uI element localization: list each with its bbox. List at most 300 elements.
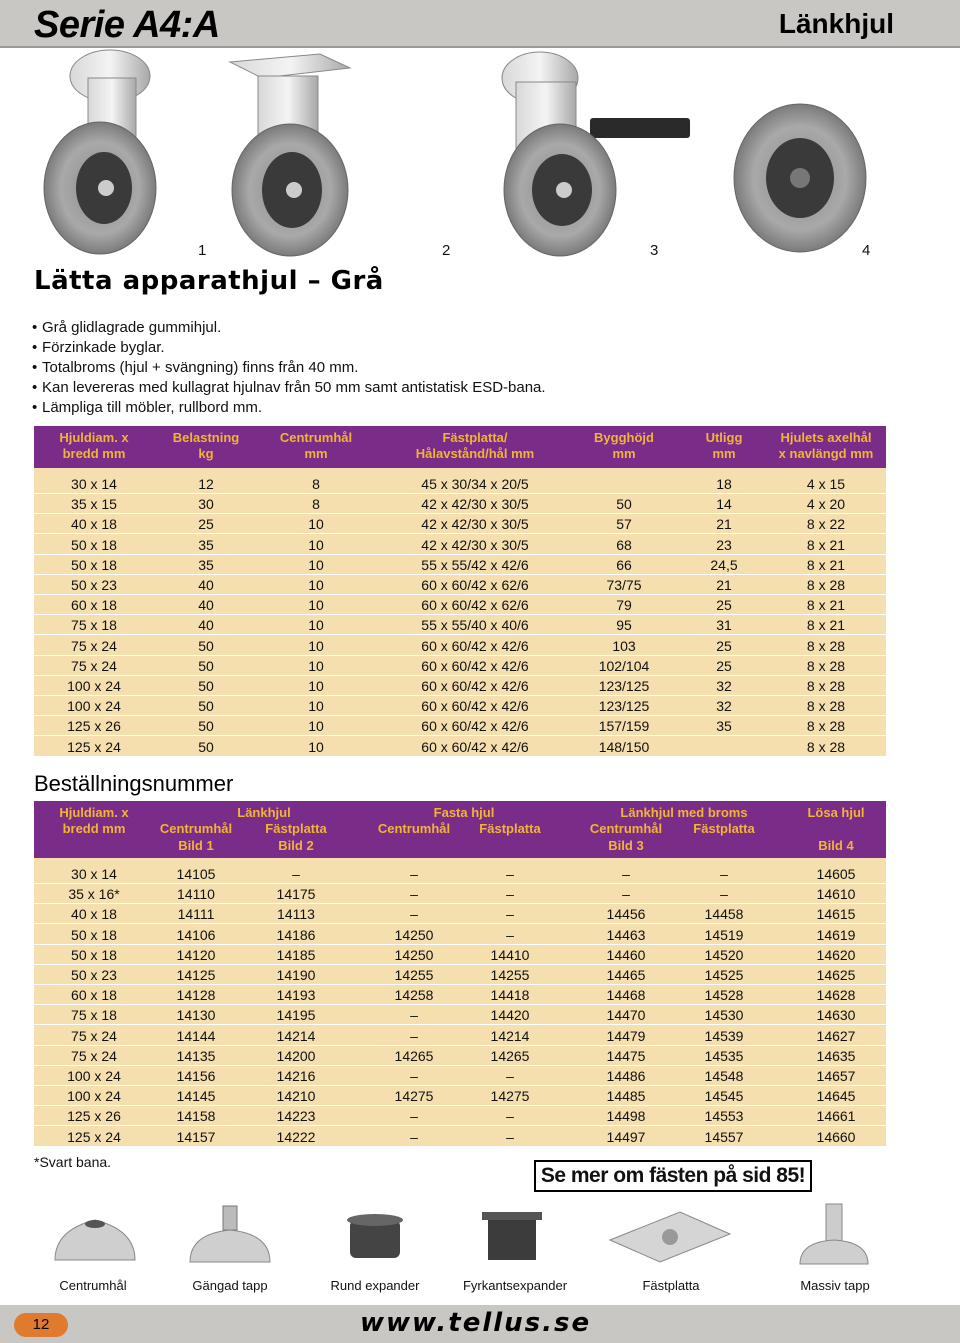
caster-image-2 (230, 54, 350, 256)
order-table-row (34, 1005, 886, 1025)
table-cell: 14657 (816, 1068, 856, 1084)
table-cell: 50 x 18 (71, 946, 117, 963)
table-cell: 10 (308, 678, 324, 694)
table-cell: 14186 (276, 926, 316, 943)
table-cell: 14545 (704, 1088, 744, 1105)
spec-table-row (34, 696, 886, 716)
table-cell: 123/125 (598, 698, 650, 715)
table-cell: 14530 (704, 1007, 744, 1024)
header-line: Hjuldiam. x (59, 430, 129, 445)
table-cell: 60 x 60/42 x 62/6 (421, 577, 529, 593)
table-cell: 50 (198, 738, 214, 755)
table-cell: 25 (716, 657, 732, 674)
order-table-row (34, 1127, 886, 1147)
accessory-gangad-tapp-image (190, 1206, 270, 1262)
table-cell: 14144 (176, 1027, 216, 1044)
table-cell: 14635 (816, 1047, 856, 1064)
table-cell: – (506, 886, 514, 903)
table-cell: 35 (198, 556, 214, 573)
feature-list (32, 318, 546, 418)
table-cell: 10 (308, 577, 324, 593)
table-cell: 102/104 (598, 657, 650, 674)
table-cell: 32 (716, 698, 732, 715)
table-cell: 8 x 21 (806, 617, 846, 634)
table-cell: 14525 (704, 967, 744, 983)
spec-header-centrumhal (266, 430, 366, 462)
table-cell: 14255 (394, 967, 434, 983)
table-cell: 60 x 18 (71, 597, 117, 614)
table-cell: 45 x 30/34 x 20/5 (421, 476, 529, 492)
table-cell: 14275 (394, 1088, 434, 1105)
table-cell: – (410, 1128, 418, 1145)
order-table-row (34, 1106, 886, 1126)
table-cell: 8 x 21 (806, 536, 846, 553)
table-cell: 14410 (490, 946, 530, 963)
table-cell: – (410, 886, 418, 903)
order-table-row (34, 884, 886, 904)
spec-table-row (34, 514, 886, 534)
table-cell: – (410, 906, 418, 923)
table-cell: 12 (198, 476, 214, 492)
table-cell: 25 (716, 597, 732, 614)
table-cell: 14628 (816, 987, 856, 1004)
table-cell: 4 x 20 (806, 496, 846, 513)
header-line: Bygghöjd (594, 430, 654, 445)
accessory-rund-expander-image (347, 1214, 403, 1258)
table-cell: 10 (308, 657, 324, 674)
table-cell: 42 x 42/30 x 30/5 (421, 516, 529, 533)
table-cell: – (410, 1007, 418, 1024)
table-cell: 75 x 24 (71, 657, 117, 674)
table-cell: – (292, 866, 300, 882)
figure-number-4: 4 (862, 242, 871, 259)
table-cell: 50 x 18 (71, 556, 117, 573)
table-cell: 60 x 60/42 x 42/6 (421, 738, 529, 755)
table-cell: 14110 (177, 886, 215, 903)
header-line: Belastning (172, 430, 240, 445)
table-cell: 35 (716, 718, 732, 735)
order-table-row (34, 925, 886, 945)
header-line: x navlängd mm (778, 446, 874, 461)
table-cell: 14528 (704, 987, 744, 1004)
table-cell: 10 (308, 698, 324, 715)
accessory-fastplatta-image (610, 1212, 730, 1262)
table-cell: 14106 (176, 926, 216, 943)
header-band (0, 0, 960, 48)
table-cell: 14660 (816, 1128, 856, 1145)
header-line: Centrumhål (279, 430, 353, 445)
table-cell: 60 x 60/42 x 42/6 (421, 698, 529, 715)
table-cell: 14498 (606, 1108, 646, 1125)
accessory-fyrkantsexpander-image (482, 1212, 542, 1260)
table-cell: 14605 (816, 866, 856, 882)
spec-header-belastning (156, 430, 256, 462)
table-cell: 50 (198, 698, 214, 715)
table-cell: 95 (616, 617, 632, 634)
table-cell: 14458 (704, 906, 744, 923)
table-cell: 14418 (490, 987, 530, 1004)
table-cell: 35 x 16* (68, 886, 120, 903)
table-cell: 57 (616, 516, 632, 533)
table-cell: 8 x 28 (806, 718, 846, 735)
table-cell: 50 x 23 (71, 577, 117, 593)
table-cell: 50 x 23 (71, 967, 117, 983)
header-line: bredd mm (62, 821, 126, 836)
table-cell: 14519 (704, 926, 744, 943)
table-cell: 14223 (276, 1108, 316, 1125)
table-cell: 14615 (816, 906, 856, 923)
spec-table-row (34, 636, 886, 656)
table-cell: 25 (198, 516, 214, 533)
website-url[interactable]: www.tellus.se (360, 1308, 592, 1338)
table-cell: 14200 (276, 1047, 316, 1064)
table-cell: 40 x 18 (71, 906, 117, 923)
accessory-label: Massiv tapp (800, 1278, 870, 1293)
table-cell: 42 x 42/30 x 30/5 (421, 496, 529, 513)
spec-table-row (34, 575, 886, 595)
table-cell: 79 (616, 597, 632, 614)
table-cell: 10 (308, 516, 324, 533)
table-cell: 30 x 14 (71, 476, 117, 492)
table-cell: 35 (198, 536, 214, 553)
spec-table-row (34, 656, 886, 676)
table-cell: 14475 (606, 1047, 646, 1064)
table-cell: 8 x 28 (806, 738, 846, 755)
table-cell: 50 (198, 637, 214, 654)
feature-item: • Kan levereras med kullagrat hjulnav från 50 mm samt antistatisk ESD-bana. (32, 378, 546, 398)
table-cell: 123/125 (598, 678, 650, 694)
page-number-badge: 12 (14, 1313, 68, 1337)
accessory-label: Fästplatta (642, 1278, 700, 1293)
spec-table-body (34, 468, 886, 757)
table-cell: 14627 (816, 1027, 856, 1044)
order-header-bild4: Bild 4 (818, 838, 854, 853)
table-cell: 60 x 18 (71, 987, 117, 1004)
table-cell: 14463 (606, 926, 646, 943)
table-cell: 30 x 14 (71, 866, 117, 882)
table-cell: 50 x 18 (71, 536, 117, 553)
table-cell: 30 (198, 496, 214, 513)
table-cell: 10 (308, 738, 324, 755)
table-cell: 8 (312, 476, 320, 492)
table-cell: 14456 (606, 906, 646, 923)
table-cell: 14497 (606, 1128, 646, 1145)
order-header-bild3: Bild 3 (608, 838, 644, 853)
table-cell: 14156 (176, 1068, 216, 1084)
table-cell: 14135 (176, 1047, 216, 1064)
table-cell: 18 (716, 476, 732, 492)
table-cell: 40 x 18 (71, 516, 117, 533)
accessory-label: Rund expander (330, 1278, 420, 1293)
table-cell: 60 x 60/42 x 42/6 (421, 637, 529, 654)
table-cell: 42 x 42/30 x 30/5 (421, 536, 529, 553)
table-cell: 21 (716, 577, 732, 593)
order-header-bild1: Bild 1 (178, 838, 214, 853)
table-cell: 14520 (704, 946, 744, 963)
table-cell: 100 x 24 (67, 1068, 121, 1084)
table-cell: 14610 (816, 886, 856, 903)
order-header-fasta: Fasta hjul (433, 805, 495, 820)
footer-band (0, 1305, 960, 1343)
product-photos (0, 48, 960, 258)
table-cell: 60 x 60/42 x 42/6 (421, 718, 529, 735)
table-cell: 66 (616, 556, 632, 573)
table-cell: 8 x 28 (806, 698, 846, 715)
table-cell: 14553 (704, 1108, 744, 1125)
spec-header-axelhal (766, 430, 886, 462)
spec-header-utligg (674, 430, 774, 462)
table-cell: 14535 (704, 1047, 744, 1064)
wheel-image-4 (734, 104, 866, 252)
table-cell: 10 (308, 556, 324, 573)
table-cell: 4 x 15 (806, 476, 846, 492)
table-cell: – (622, 886, 630, 903)
order-table-header (34, 801, 886, 858)
spec-table-row (34, 676, 886, 696)
table-cell: 50 (198, 678, 214, 694)
table-cell: 14113 (277, 906, 315, 923)
table-cell: 14460 (606, 946, 646, 963)
table-cell: 125 x 24 (67, 738, 121, 755)
accessory-images (0, 1200, 960, 1270)
table-cell: 75 x 18 (71, 617, 117, 634)
table-cell: 14620 (816, 946, 856, 963)
header-line: Utligg (705, 430, 743, 445)
spec-header-bygghojd (574, 430, 674, 462)
table-cell: 8 x 28 (806, 577, 846, 593)
spec-table-row (34, 595, 886, 615)
order-header-losa: Lösa hjul (807, 805, 865, 820)
spec-table-row (34, 615, 886, 635)
table-cell: – (622, 866, 630, 882)
table-cell: 68 (616, 536, 632, 553)
table-cell: 55 x 55/40 x 40/6 (421, 617, 529, 634)
header-line: Fästplatta/ (442, 430, 508, 445)
spec-table-header (34, 426, 886, 468)
feature-item: • Totalbroms (hjul + svängning) finns från 40 mm. (32, 358, 546, 378)
table-cell: 32 (716, 678, 732, 694)
order-table-row (34, 1086, 886, 1106)
table-cell: 23 (716, 536, 732, 553)
spec-table-row (34, 737, 886, 757)
accessory-label: Fyrkantsexpander (462, 1278, 568, 1293)
table-cell: 125 x 24 (67, 1128, 121, 1145)
table-cell: – (720, 886, 728, 903)
order-header-fastplatta-1: Fästplatta (265, 821, 327, 836)
table-cell: 35 x 15 (71, 496, 117, 513)
figure-number-1: 1 (198, 242, 207, 259)
table-cell: 8 x 28 (806, 657, 846, 674)
table-cell: 50 (616, 496, 632, 513)
table-cell: 14157 (176, 1128, 216, 1145)
order-header-lankhjul: Länkhjul (237, 805, 291, 820)
feature-item: • Förzinkade byglar. (32, 338, 546, 358)
table-cell: 50 (198, 718, 214, 735)
table-cell: 14210 (276, 1088, 316, 1105)
table-cell: 24,5 (710, 556, 738, 573)
order-header-centrumhal-3: Centrumhål (589, 821, 663, 836)
table-cell: – (506, 1108, 514, 1125)
spec-header-fastplatta (380, 430, 570, 462)
spec-table-row (34, 474, 886, 494)
table-cell: 14128 (176, 987, 216, 1004)
table-cell: 100 x 24 (67, 678, 121, 694)
table-cell: 31 (716, 617, 732, 634)
table-cell: 8 x 21 (806, 597, 846, 614)
table-cell: 14479 (606, 1027, 646, 1044)
spec-table-row (34, 716, 886, 736)
table-cell: 14255 (490, 967, 530, 983)
table-cell: 14275 (490, 1088, 530, 1105)
spec-table-row (34, 494, 886, 514)
order-table-body (34, 858, 886, 1147)
table-cell: 50 x 18 (71, 926, 117, 943)
order-header-bild2: Bild 2 (278, 838, 314, 853)
table-cell: 60 x 60/42 x 42/6 (421, 657, 529, 674)
table-cell: 75 x 24 (71, 1027, 117, 1044)
table-cell: 14625 (816, 967, 856, 983)
order-header-broms: Länkhjul med broms (620, 805, 748, 820)
table-cell: 14258 (394, 987, 434, 1004)
table-cell: 75 x 24 (71, 1047, 117, 1064)
order-table-row (34, 1046, 886, 1066)
order-header-fastplatta-3: Fästplatta (693, 821, 755, 836)
table-cell: 14548 (704, 1068, 744, 1084)
table-cell: 14222 (276, 1128, 316, 1145)
table-cell: 8 x 21 (806, 556, 846, 573)
table-cell: – (720, 866, 728, 882)
header-line: mm (612, 446, 636, 461)
order-table-row (34, 985, 886, 1005)
table-cell: 125 x 26 (67, 1108, 121, 1125)
table-cell: 25 (716, 637, 732, 654)
accessory-label: Centrumhål (59, 1278, 127, 1293)
table-cell: – (506, 906, 514, 923)
table-cell: 10 (308, 617, 324, 634)
table-cell: – (410, 866, 418, 882)
table-cell: – (410, 1108, 418, 1125)
table-cell: 8 (312, 496, 320, 513)
table-cell: – (506, 1068, 514, 1084)
table-cell: 14130 (176, 1007, 216, 1024)
table-cell: 40 (198, 617, 214, 634)
table-cell: 14470 (606, 1007, 646, 1024)
table-cell: 14619 (816, 926, 856, 943)
header-line: Hjuldiam. x (59, 805, 129, 820)
footnote: *Svart bana. (34, 1154, 112, 1170)
table-cell: 8 x 28 (806, 637, 846, 654)
feature-item: • Lämpliga till möbler, rullbord mm. (32, 398, 546, 418)
order-title: Beställningsnummer (34, 771, 234, 796)
order-table-row (34, 864, 886, 884)
table-cell: 14645 (816, 1088, 856, 1105)
table-cell: 14630 (816, 1007, 856, 1024)
table-cell: 40 (198, 597, 214, 614)
accessory-label: Gängad tapp (192, 1278, 268, 1293)
table-cell: 14120 (176, 946, 216, 963)
order-header-centrumhal-1: Centrumhål (159, 821, 233, 836)
table-cell: 14214 (276, 1027, 316, 1044)
table-cell: 75 x 24 (71, 637, 117, 654)
table-cell: 14250 (394, 926, 434, 943)
table-cell: 14486 (606, 1068, 646, 1084)
category-title: Länkhjul (778, 8, 894, 39)
table-cell: 14468 (606, 987, 646, 1004)
spec-table-row (34, 555, 886, 575)
table-cell: 8 x 28 (806, 678, 846, 694)
header-line: mm (304, 446, 328, 461)
spec-table-row (34, 535, 886, 555)
header-line: mm (712, 446, 736, 461)
table-cell: 10 (308, 536, 324, 553)
figure-number-3: 3 (650, 242, 659, 259)
table-cell: – (506, 926, 514, 943)
order-table-row (34, 904, 886, 924)
table-cell: 100 x 24 (67, 1088, 121, 1105)
table-cell: 14557 (704, 1128, 744, 1145)
table-cell: – (410, 1027, 418, 1044)
table-cell: 10 (308, 637, 324, 654)
table-cell: 14485 (606, 1088, 646, 1105)
header-line: Hålavstånd/hål mm (415, 446, 535, 461)
spec-header-hjuldiam (44, 430, 144, 462)
order-table-row (34, 965, 886, 985)
table-cell: 14214 (490, 1027, 530, 1044)
section-title: Lätta apparathjul – Grå (34, 266, 384, 296)
order-table-row (34, 1066, 886, 1086)
table-cell: 8 x 22 (806, 516, 846, 533)
table-cell: 157/159 (598, 718, 650, 735)
caster-image-1 (44, 50, 156, 254)
table-cell: 10 (308, 718, 324, 735)
table-cell: 14195 (276, 1007, 316, 1024)
table-cell: 21 (716, 516, 732, 533)
table-cell: 103 (612, 637, 636, 654)
feature-item: • Grå glidlagrade gummihjul. (32, 318, 546, 338)
table-cell: 50 (198, 657, 214, 674)
table-cell: 60 x 60/42 x 42/6 (421, 678, 529, 694)
table-cell: 14661 (816, 1108, 856, 1125)
table-cell: 14158 (176, 1108, 216, 1125)
table-cell: 10 (308, 597, 324, 614)
table-cell: 55 x 55/42 x 42/6 (421, 556, 529, 573)
table-cell: 14175 (276, 886, 316, 903)
accessory-massiv-tapp-image (800, 1204, 868, 1264)
table-cell: 14145 (176, 1088, 216, 1105)
table-cell: – (506, 1128, 514, 1145)
table-cell: 14539 (704, 1027, 744, 1044)
table-cell: 60 x 60/42 x 62/6 (421, 597, 529, 614)
header-line: kg (198, 446, 214, 461)
table-cell: 14190 (276, 967, 316, 983)
table-cell: 73/75 (606, 577, 642, 593)
table-cell: 14420 (490, 1007, 530, 1024)
callout-box: Se mer om fästen på sid 85! (534, 1160, 812, 1192)
order-table-row (34, 945, 886, 965)
caster-image-3 (502, 52, 690, 256)
table-cell: 100 x 24 (67, 698, 121, 715)
table-cell: 14465 (606, 967, 646, 983)
accessory-centrumhal-image (55, 1220, 135, 1260)
table-cell: – (410, 1068, 418, 1084)
table-cell: 14185 (276, 946, 316, 963)
table-cell: 148/150 (598, 738, 650, 755)
order-header-centrumhal-2: Centrumhål (377, 821, 451, 836)
order-table-row (34, 1026, 886, 1046)
header-line: Hjulets axelhål (780, 430, 872, 445)
table-cell: 125 x 26 (67, 718, 121, 735)
table-cell: 14265 (490, 1047, 530, 1064)
